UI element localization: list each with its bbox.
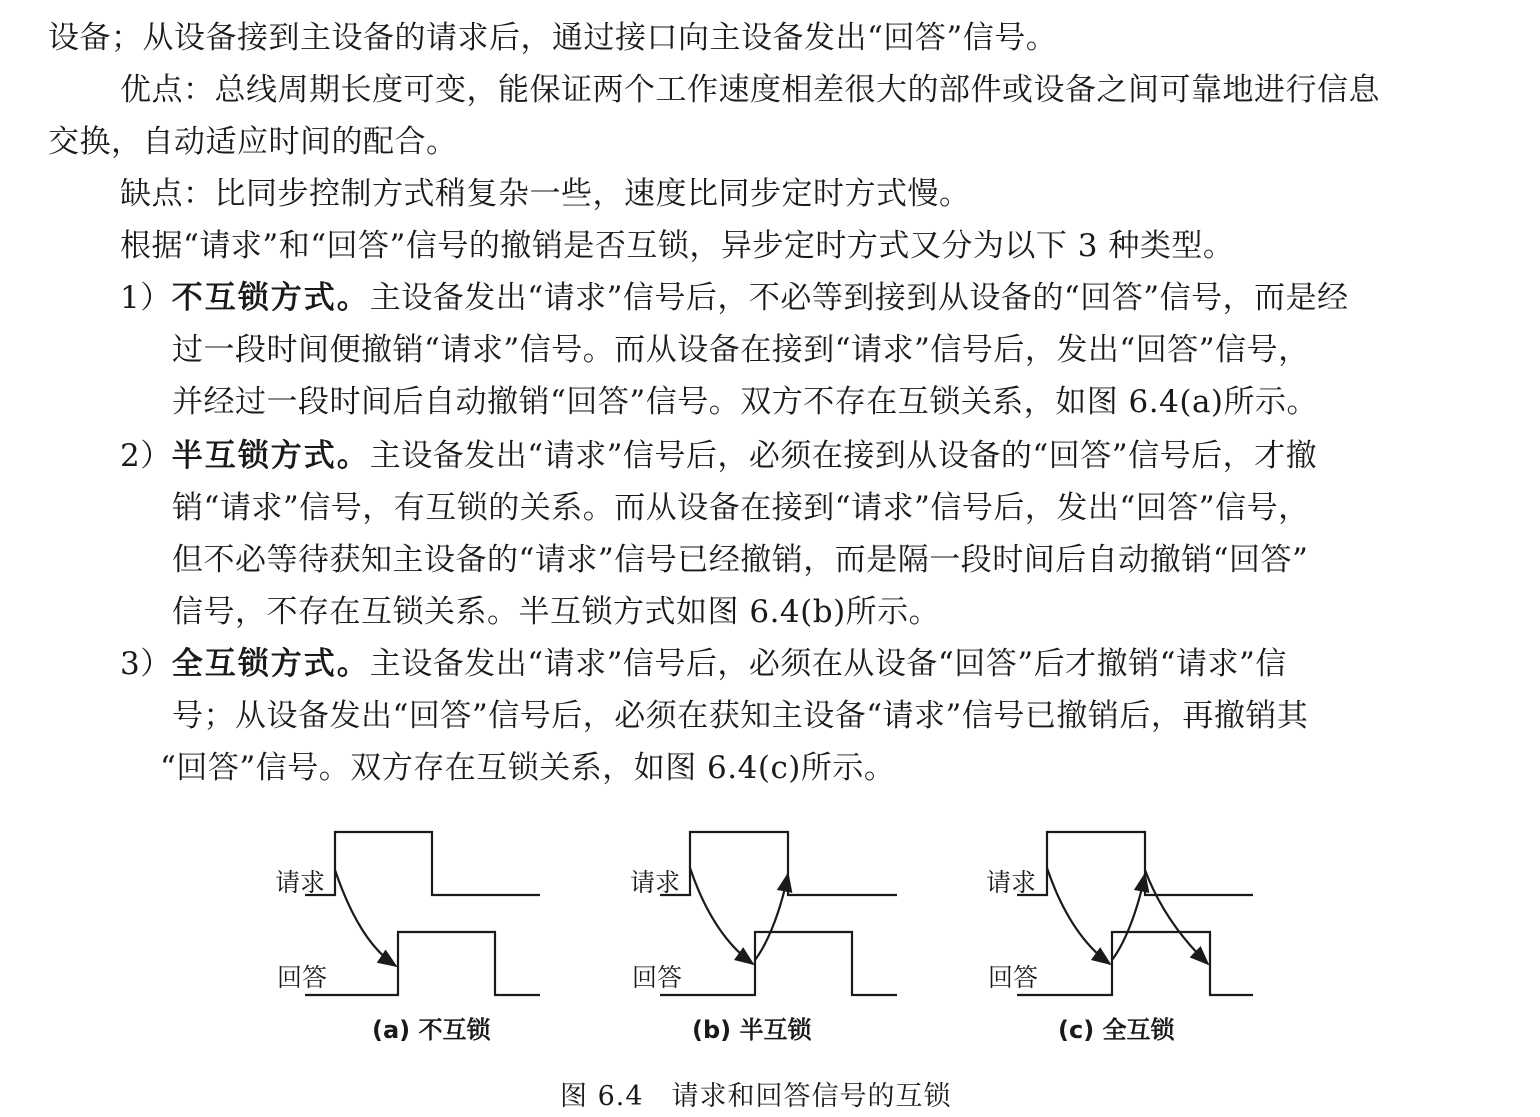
arrow-request-to-answer-a bbox=[335, 870, 396, 966]
list-item-title: 不互锁方式。 bbox=[171, 280, 370, 316]
list-item-title: 全互锁方式。 bbox=[171, 646, 370, 682]
list-item-1-line-3: 并经过一段时间后自动撤销“回答”信号。双方不存在互锁关系，如图 6.4(a)所示。 bbox=[172, 384, 1319, 420]
request-label-a: 请求 bbox=[275, 868, 326, 897]
request-label-b: 请求 bbox=[630, 868, 681, 897]
answer-signal-c bbox=[1017, 932, 1253, 995]
list-item-text: 主设备发出“请求”信号后，不必等到接到从设备的“回答”信号，而是经 bbox=[369, 280, 1349, 316]
list-item-3-line-3: “回答”信号。双方存在互锁关系，如图 6.4(c)所示。 bbox=[160, 750, 896, 786]
list-item-1-line-2: 过一段时间便撤销“请求”信号。而从设备在接到“请求”信号后，发出“回答”信号， bbox=[172, 332, 1310, 368]
panel-caption-c: (c) 全互锁 bbox=[1058, 1016, 1175, 1044]
paragraph-types-intro: 根据“请求”和“回答”信号的撤销是否互锁，异步定时方式又分为以下 3 种类型。 bbox=[120, 228, 1235, 264]
panel-caption-b: (b) 半互锁 bbox=[692, 1016, 812, 1044]
list-item-2-line-4: 信号，不存在互锁关系。半互锁方式如图 6.4(b)所示。 bbox=[172, 594, 941, 630]
answer-label-b: 回答 bbox=[632, 963, 683, 992]
panel-a-diagram bbox=[305, 832, 540, 995]
arrow-answer-to-request-c bbox=[1112, 874, 1145, 960]
arrow-request-to-answer-drop-c bbox=[1145, 870, 1208, 964]
list-item-text: 主设备发出“请求”信号后，必须在从设备“回答”后才撤销“请求”信 bbox=[369, 646, 1287, 682]
panel-caption-a: (a) 不互锁 bbox=[372, 1016, 491, 1044]
paragraph-continuation: 设备；从设备接到主设备的请求后，通过接口向主设备发出“回答”信号。 bbox=[48, 20, 1058, 56]
arrow-answer-to-request-b bbox=[755, 874, 788, 960]
figure-caption: 图 6.4 请求和回答信号的互锁 bbox=[560, 1081, 952, 1112]
arrow-request-to-answer-b bbox=[690, 868, 753, 964]
answer-signal-a bbox=[305, 932, 540, 995]
answer-label-c: 回答 bbox=[988, 963, 1039, 992]
paragraph-advantages-cont: 交换，自动适应时间的配合。 bbox=[48, 124, 458, 160]
list-item-title: 半互锁方式。 bbox=[171, 438, 370, 474]
arrow-request-to-answer-c bbox=[1047, 868, 1110, 964]
answer-signal-b bbox=[660, 932, 897, 995]
paragraph-advantages: 优点：总线周期长度可变，能保证两个工作速度相差很大的部件或设备之间可靠地进行信息 bbox=[120, 72, 1380, 108]
list-item-number: 2） bbox=[120, 438, 172, 474]
list-item-number: 3） bbox=[120, 646, 172, 682]
list-item-number: 1） bbox=[120, 280, 172, 316]
list-item-3-line-2: 号；从设备发出“回答”信号后，必须在获知主设备“请求”信号已撤销后，再撤销其 bbox=[172, 698, 1309, 734]
answer-label-a: 回答 bbox=[277, 963, 328, 992]
panel-b-diagram bbox=[660, 832, 897, 995]
panel-c-diagram bbox=[1017, 832, 1253, 995]
list-item-2-line-3: 但不必等待获知主设备的“请求”信号已经撤销，而是隔一段时间后自动撤销“回答” bbox=[172, 542, 1309, 578]
request-label-c: 请求 bbox=[986, 868, 1037, 897]
paragraph-disadvantages: 缺点：比同步控制方式稍复杂一些，速度比同步定时方式慢。 bbox=[120, 176, 971, 212]
list-item-text: 主设备发出“请求”信号后，必须在接到从设备的“回答”信号后，才撤 bbox=[369, 438, 1318, 474]
list-item-2-line-2: 销“请求”信号，有互锁的关系。而从设备在接到“请求”信号后，发出“回答”信号， bbox=[172, 490, 1310, 526]
